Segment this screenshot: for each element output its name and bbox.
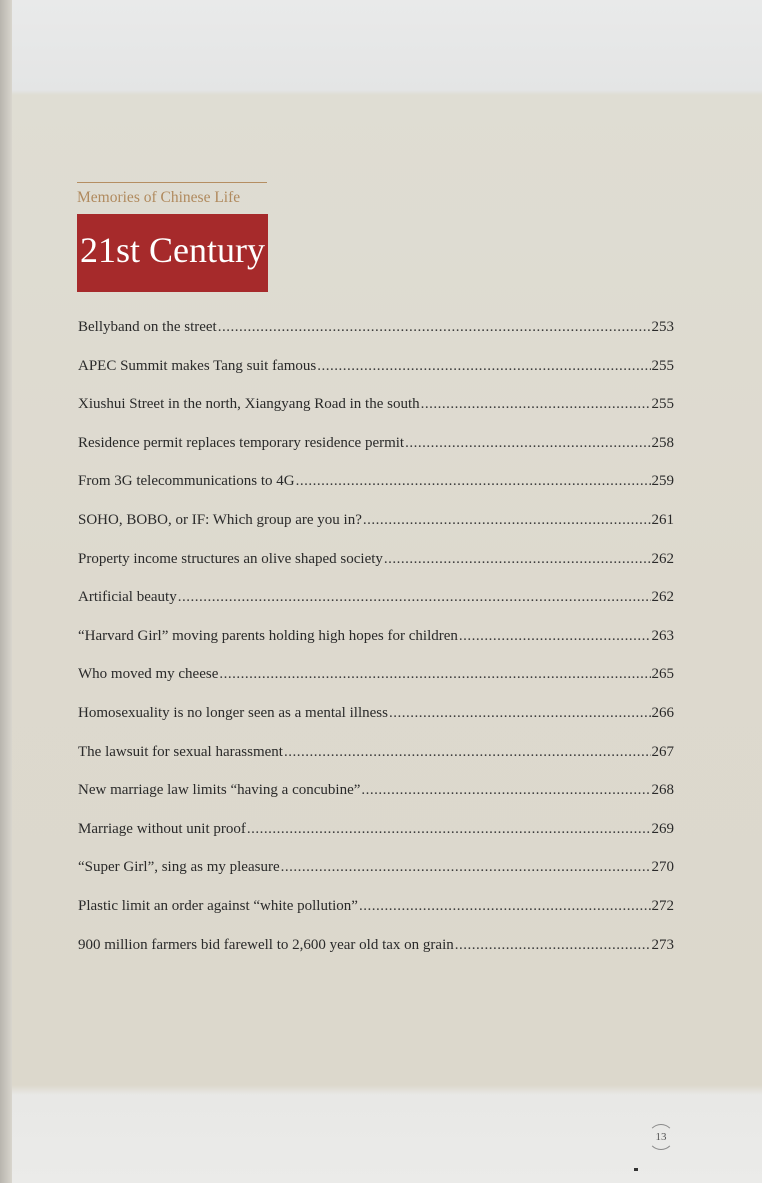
toc-entry-title: Artificial beauty [78,589,177,606]
toc-leader-dots [421,396,651,413]
toc-entry[interactable] [78,319,674,358]
toc-leader-dots [361,782,650,799]
toc-entry[interactable] [78,473,674,512]
toc-entry-page: 259 [651,473,674,490]
toc-entry-title: Property income structures an olive shaped society [78,550,383,567]
toc-entry-page: 261 [651,511,674,528]
book-spine-shadow [0,0,12,1183]
toc-entry-title: Who moved my cheese [78,666,219,683]
toc-entry-title: Residence permit replaces temporary residence permit [78,434,405,451]
toc-entry[interactable] [78,358,674,397]
toc-entry-page: 273 [651,936,674,953]
section-title: 21st Century [80,230,265,270]
toc-leader-dots [296,473,651,490]
toc-entry-page: 270 [651,859,674,876]
toc-entry[interactable] [78,551,674,590]
toc-entry[interactable] [78,705,674,744]
toc-entry[interactable] [78,396,674,435]
toc-entry-title: Homosexuality is no longer seen as a mental illness [78,704,388,721]
toc-entry-title: Bellyband on the street [78,319,217,335]
toc-entry[interactable] [78,898,674,937]
toc-entry-page: 267 [651,743,674,760]
toc-leader-dots [284,744,651,761]
table-of-contents [78,319,674,975]
toc-entry-title: Xiushui Street in the north, Xiangyang Road in the south [78,396,420,413]
toc-leader-dots [384,551,651,568]
series-title-rule [77,182,267,183]
toc-leader-dots [178,589,651,606]
toc-entry-page: 262 [651,550,674,567]
toc-leader-dots [317,358,650,375]
toc-entry-title: “Super Girl”, sing as my pleasure [78,859,280,876]
toc-leader-dots [219,666,650,683]
toc-entry[interactable] [78,435,674,474]
toc-entry-title: Marriage without unit proof [78,820,246,837]
toc-entry-page: 265 [651,666,674,683]
toc-leader-dots [359,898,651,915]
toc-entry-page: 263 [651,627,674,644]
toc-entry-page: 253 [651,319,674,335]
toc-entry[interactable] [78,666,674,705]
toc-entry-title: “Harvard Girl” moving parents holding high hopes for children [78,627,458,644]
toc-leader-dots [389,705,651,722]
section-title-banner [77,214,268,292]
toc-entry[interactable] [78,512,674,551]
toc-entry[interactable] [78,744,674,783]
toc-entry-page: 268 [651,782,674,799]
toc-entry-title: SOHO, BOBO, or IF: Which group are you in? [78,511,362,528]
toc-entry-page: 262 [651,589,674,606]
toc-entry-title: APEC Summit makes Tang suit famous [78,357,317,374]
toc-leader-dots [281,859,651,876]
toc-leader-dots [363,512,651,529]
toc-leader-dots [405,435,650,452]
toc-entry-title: The lawsuit for sexual harassment [78,743,283,760]
toc-entry[interactable] [78,782,674,821]
ink-speck [634,1168,638,1171]
toc-entry-title: 900 million farmers bid farewell to 2,600 year old tax on grain [78,936,454,953]
toc-leader-dots [455,937,651,954]
series-title: Memories of Chinese Life [77,189,241,206]
toc-leader-dots [218,319,651,336]
toc-entry[interactable] [78,628,674,667]
toc-entry-title: Plastic limit an order against “white pollution” [78,897,358,914]
toc-leader-dots [247,821,651,838]
toc-entry-page: 266 [651,704,674,721]
page-number: 13 [648,1124,674,1150]
toc-entry[interactable] [78,859,674,898]
toc-entry-page: 258 [651,434,674,451]
toc-entry[interactable] [78,937,674,976]
toc-entry-page: 255 [651,396,674,413]
toc-entry-title: From 3G telecommunications to 4G [78,473,295,490]
toc-entry-page: 269 [651,820,674,837]
toc-entry[interactable] [78,821,674,860]
toc-entry[interactable] [78,589,674,628]
toc-entry-page: 255 [651,357,674,374]
toc-entry-title: New marriage law limits “having a concubine” [78,782,361,799]
toc-leader-dots [459,628,651,645]
toc-entry-page: 272 [651,897,674,914]
